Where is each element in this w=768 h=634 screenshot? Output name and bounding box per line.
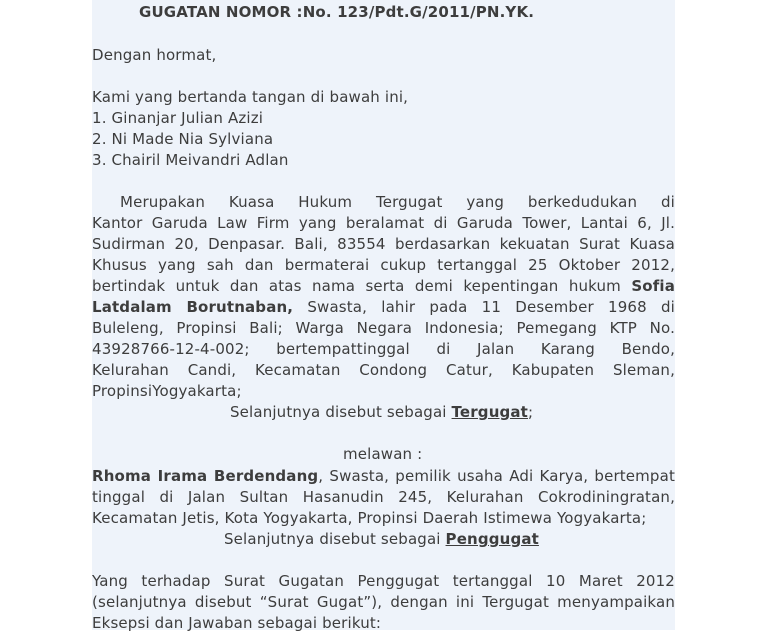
- defendant-reference: [230, 402, 768, 423]
- paragraph1-line: 43928766-12-4-002; bertempattinggal di Jalan Karang Bendo,: [92, 340, 675, 358]
- defendant-name-part: Latdalam Borutnaban,: [92, 298, 294, 316]
- defendant-name-part: Sofia: [631, 277, 675, 295]
- versus-label: melawan :: [343, 445, 423, 463]
- paragraph1-line: Sudirman 20, Denpasar. Bali, 83554 berdasarkan kekuatan Surat Kuasa: [92, 235, 675, 253]
- paragraph2-text: , Swasta, pemilik usaha Adi Karya, bertempat: [318, 467, 675, 485]
- greeting: Dengan hormat,: [92, 46, 217, 64]
- document-title: GUGATAN NOMOR :No. 123/Pdt.G/2011/PN.YK.: [139, 3, 535, 21]
- plaintiff-reference: [224, 529, 768, 550]
- plaintiff-name: Rhoma Irama Berdendang: [92, 467, 319, 485]
- signatory-2: 2. Ni Made Nia Sylviana: [92, 130, 274, 148]
- reference-punct: ;: [528, 403, 534, 421]
- paragraph2-line: [92, 466, 675, 487]
- paragraph3-line: (selanjutnya disebut “Surat Gugat”), dengan ini Tergugat menyampaikan: [92, 593, 675, 611]
- plaintiff-term: Penggugat: [445, 530, 539, 548]
- paragraph1-line: Kelurahan Candi, Kecamatan Condong Catur, Kabupaten Sleman,: [92, 361, 675, 379]
- signatory-3: 3. Chairil Meivandri Adlan: [92, 151, 289, 169]
- paragraph2-line: Kecamatan Jetis, Kota Yogyakarta, Propinsi Daerah Istimewa Yogyakarta;: [92, 509, 647, 527]
- reference-text: Selanjutnya disebut sebagai: [224, 530, 446, 548]
- paragraph1-line: PropinsiYogyakarta;: [92, 382, 242, 400]
- paragraph3-line: Yang terhadap Surat Gugatan Penggugat tertanggal 10 Maret 2012: [92, 572, 675, 590]
- paragraph1-line: Merupakan Kuasa Hukum Tergugat yang berkedudukan di: [120, 193, 675, 211]
- defendant-term: Tergugat: [451, 403, 529, 421]
- paragraph1-line: [92, 297, 675, 318]
- paragraph1-text: bertindak untuk dan atas nama serta demi kepentingan hukum: [92, 277, 621, 295]
- intro-line: Kami yang bertanda tangan di bawah ini,: [92, 88, 409, 106]
- document-page: [92, 0, 675, 630]
- paragraph1-line: Buleleng, Propinsi Bali; Warga Negara Indonesia; Pemegang KTP No.: [92, 319, 675, 337]
- signatory-1: 1. Ginanjar Julian Azizi: [92, 109, 264, 127]
- paragraph1-line: [92, 276, 675, 297]
- paragraph1-line: Kantor Garuda Law Firm yang beralamat di Garuda Tower, Lantai 6, Jl.: [92, 214, 675, 232]
- paragraph1-line: Khusus yang sah dan bermaterai cukup tertanggal 25 Oktober 2012,: [92, 256, 675, 274]
- paragraph2-line: tinggal di Jalan Sultan Hasanudin 245, Kelurahan Cokrodiningratan,: [92, 488, 675, 506]
- paragraph3-line: Eksepsi dan Jawaban sebagai berikut:: [92, 614, 382, 632]
- paragraph1-text: Swasta, lahir pada 11 Desember 1968 di: [293, 298, 675, 316]
- reference-text: Selanjutnya disebut sebagai: [230, 403, 452, 421]
